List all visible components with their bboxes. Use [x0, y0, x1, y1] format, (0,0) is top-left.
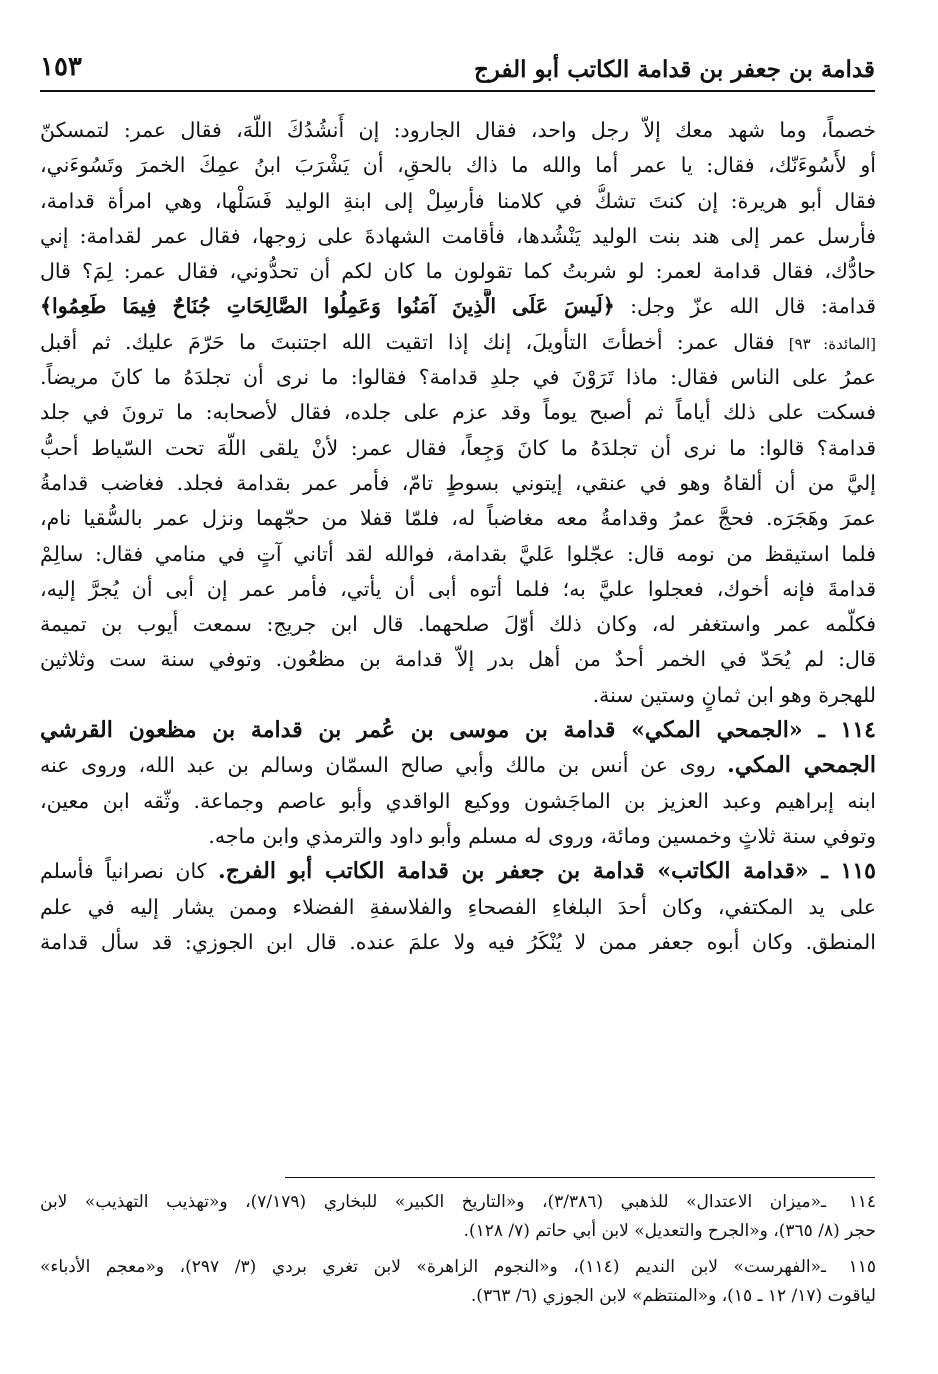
verse-reference: [المائدة: ٩٣]: [788, 334, 876, 353]
footnote-115-line: لياقوت (١٧/ ١٢ ـ ١٥)، و«المنتظم» لابن الجوزي (٦/ ٣٦٣).: [470, 1285, 876, 1306]
text-line: فأرسل عمر إلى هند بنت الوليد يَنْشُدها، فأقامت الشهادةَ على زوجها، فقال عمر لقدامة: إني: [40, 223, 876, 248]
text-line: أو لأَسُوءَنّك، فقال: يا عمر أما والله ما ذاك بالحقِ، أن يَشْرَبَ ابنُ عمِكَ الخمرَ وتَسُوءَني،: [40, 153, 876, 178]
footnote-text: «الفهرست» لابن النديم (١١٤)، و«النجوم الزاهرة» لابن تغري بردي (٣/ ٢٩٧)، و«معجم الأدباء»: [40, 1257, 821, 1277]
main-text: [40, 113, 876, 960]
entry-115-text: كان نصرانياً فأسلم: [40, 859, 207, 884]
page-header: [40, 46, 875, 92]
entry-114-title-cont: الجمحي المكي.: [727, 752, 876, 779]
entry-115-heading: [40, 854, 876, 889]
text-line: عمرَ وهَجَرَه. فحجَّ عمرُ وقدامةُ معه مغاضباً له، فلمّا قفلا من حجّهما ونزل عمر بالسُّقيا نام،: [40, 506, 876, 531]
text-line: قال: لم يُحَدّ في الخمر أحدٌ من أهل بدر إلاّ قدامة بن مظعُون. وتوفي سنة ست وثلاثين: [40, 647, 876, 672]
footnote-114-line: حجر (٨/ ٣٦٥)، و«الجرح والتعديل» لابن أبي حاتم (٧/ ١٢٨).: [463, 1220, 876, 1241]
text-line-with-verse: [40, 289, 876, 324]
footnote-text: «ميزان الاعتدال» للذهبي (٣/٣٨٦)، و«التاريخ الكبير» للبخاري (٧/١٧٩)، و«تهذيب التهذيب» لابن: [40, 1192, 822, 1212]
text-line: خصماً، وما شهد معك إلاّ رجل واحد، فقال الجارود: إن أَنشُدُكَ اللّهَ، فقال عمر: لتمسكنّ: [40, 118, 876, 142]
footnote-115-line: [40, 1253, 876, 1282]
footnote-114-line: [40, 1188, 876, 1217]
text-line: إليَّ من أن ألقاهُ وهو في عنقي، إيتوني بسوطٍ تامّ، فأمر عمر بقدامة فجلد. فغاضب قدامةُ: [40, 470, 876, 495]
text-line: فسكت على ذلك أياماً ثم أصبح يوماً وقد عزم على جلده، فقال لأصحابه: ما ترونَ في جلد: [40, 400, 876, 425]
text-line: فقال أبو هريرة: إن كنتَ تشكُّ في كلامنا فأرسِلْ إلى ابنةِ الوليد فَسَلْها، وهي امرأة قدامة،: [40, 188, 876, 213]
text-line: عمرُ على الناس فقال: ماذا تَرَوْنَ في جلدِ قدامة؟ فقالوا: ما نرى أن تجلدَهُ ما كانَ مريضاً.: [40, 365, 876, 390]
verse-intro: قدامة: قال الله عزّ وجل:: [630, 294, 876, 319]
entry-115-title: ١١٥ ـ «قدامة الكاتب» قدامة بن جعفر بن قدامة الكاتب أبو الفرج.: [218, 858, 876, 885]
entry-114-heading: [40, 713, 876, 748]
entry-115-line: على يد المكتفي، وكان أحدَ البلغاءِ الفصحاءِ والفلاسفةِ الفضلاء وممن يشار إليه في علم: [40, 894, 876, 919]
footnote-divider: [285, 1177, 875, 1178]
entry-114-text: روى عن أنس بن مالك وأبي صالح السمّان وسالم بن عبد الله، وروى عنه: [40, 753, 716, 778]
entry-114-title: ١١٤ ـ «الجمحي المكي» قدامة بن موسى بن عُمر بن قدامة بن مظعون القرشي: [40, 717, 876, 744]
footnotes: [40, 1188, 876, 1310]
text-line: للهجرة وهو ابن ثمانٍ وستين سنة.: [592, 682, 876, 707]
page-number: ١٥٣: [40, 52, 82, 82]
text-line-with-ref: [40, 325, 876, 360]
text-line: حادُّك، فقال قدامة لعمر: لو شربتُ كما تقولون ما كان لكم أن تحدُّوني، فقال عمر: لِمَ؟ قال: [40, 259, 876, 284]
text-line: قدامة؟ قالوا: ما نرى أن تجلدَهُ ما كانَ وَجِعاً، فقال عمر: لأنْ يلقى اللّهَ تحت السّياط أحبُّ: [40, 435, 876, 460]
footnote-number: ١١٤ ـ: [821, 1192, 876, 1212]
text-line: قدامةَ فإنه أخوك، فعجلوا عليَّ به؛ فلما أتوه أبى أن يأتي، فأمر عمر إن أبى أن يُجرَّ إليه،: [40, 576, 876, 601]
text-line: فلما استيقظ من نومه قال: عجّلوا عَليَّ بقدامة، فوالله لقد أتاني آتٍ في منامي فقال: سالِمْ: [40, 541, 876, 566]
entry-114-line: [40, 748, 876, 783]
running-title: قدامة بن جعفر بن قدامة الكاتب أبو الفرج: [473, 56, 875, 83]
text-line: فكلّمه عمر واستغفر له، وكان ذلك أوّلَ صلحهما. قال ابن جريج: سمعت أيوب بن تميمة: [40, 612, 876, 637]
entry-114-line: ابنه إبراهيم وعبد العزيز بن الماجَشون ووكيع الواقدي وأبو عاصم وجماعة. وثّقه ابن معين،: [40, 788, 876, 813]
entry-114-line: وتوفي سنة ثلاثٍ وخمسين ومائة، وروى له مسلم وأبو داود والترمذي وابن ماجه.: [208, 823, 876, 848]
entry-115-line: المنطق. وكان أبوه جعفر ممن لا يُنْكَرُ فيه ولا علمَ عنده. قال ابن الجوزي: قد سأل قدامة: [40, 929, 876, 954]
text-line-content: فقال عمر: أخطأتَ التأويلَ، إنك إذا اتقيت الله اجتنبتَ ما حَرّمَ عليك. ثم أقبل: [40, 329, 775, 354]
quran-verse: ﴿لَيسَ عَلَى الَّذِينَ آمَنُوا وَعَمِلُوا الصَّالِحَاتِ جُنَاحٌ فِيمَا طَعِمُوا﴾: [40, 294, 615, 319]
footnote-number: ١١٥ ـ: [821, 1257, 876, 1277]
